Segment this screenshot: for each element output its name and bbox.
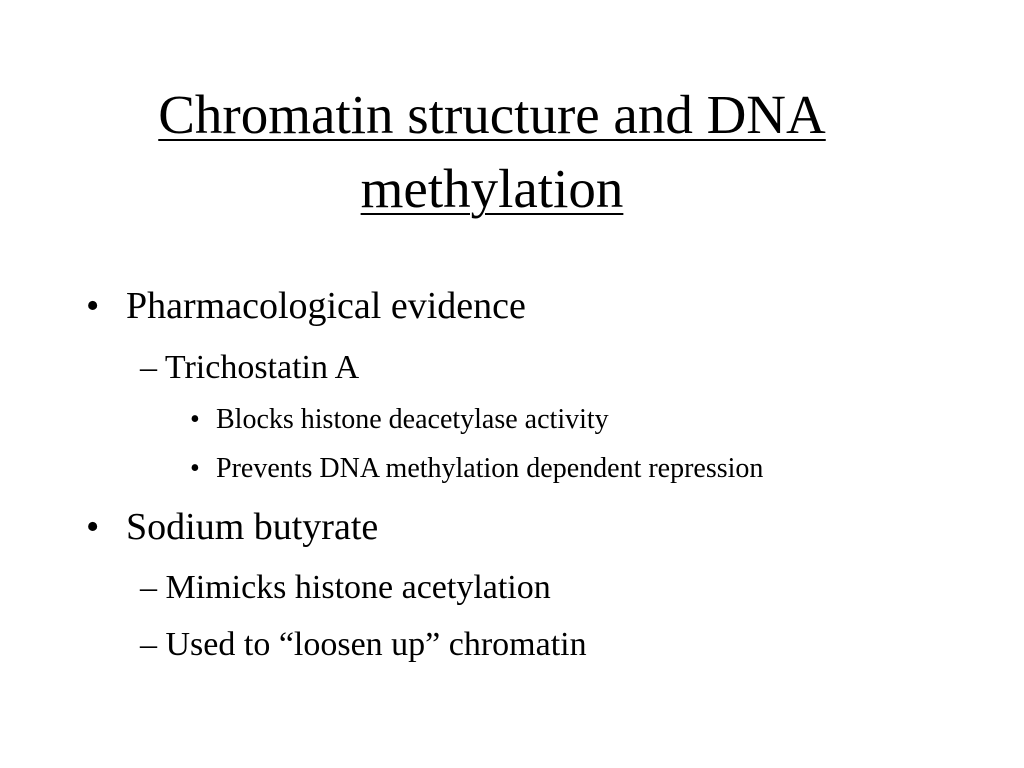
bullet-marker: • bbox=[190, 453, 200, 484]
bullet-marker: • bbox=[86, 285, 100, 327]
bullet-marker: • bbox=[190, 404, 200, 435]
subbullet-text: – Used to “loosen up” chromatin bbox=[140, 626, 587, 663]
slide-title bbox=[60, 78, 924, 226]
title-line-2: methylation bbox=[360, 158, 624, 219]
subsubbullet-text: Prevents DNA methylation dependent repression bbox=[216, 453, 764, 484]
title-line-1: Chromatin structure and DNA bbox=[158, 84, 826, 145]
subbullet-text: – Mimicks histone acetylation bbox=[140, 569, 551, 606]
bullet-text: Sodium butyrate bbox=[126, 506, 379, 548]
subsubbullet-text: Blocks histone deacetylase activity bbox=[216, 404, 609, 435]
subbullet-text: – Trichostatin A bbox=[140, 349, 360, 386]
bullet-text: Pharmacological evidence bbox=[126, 285, 526, 327]
bullet-marker: • bbox=[86, 506, 100, 548]
